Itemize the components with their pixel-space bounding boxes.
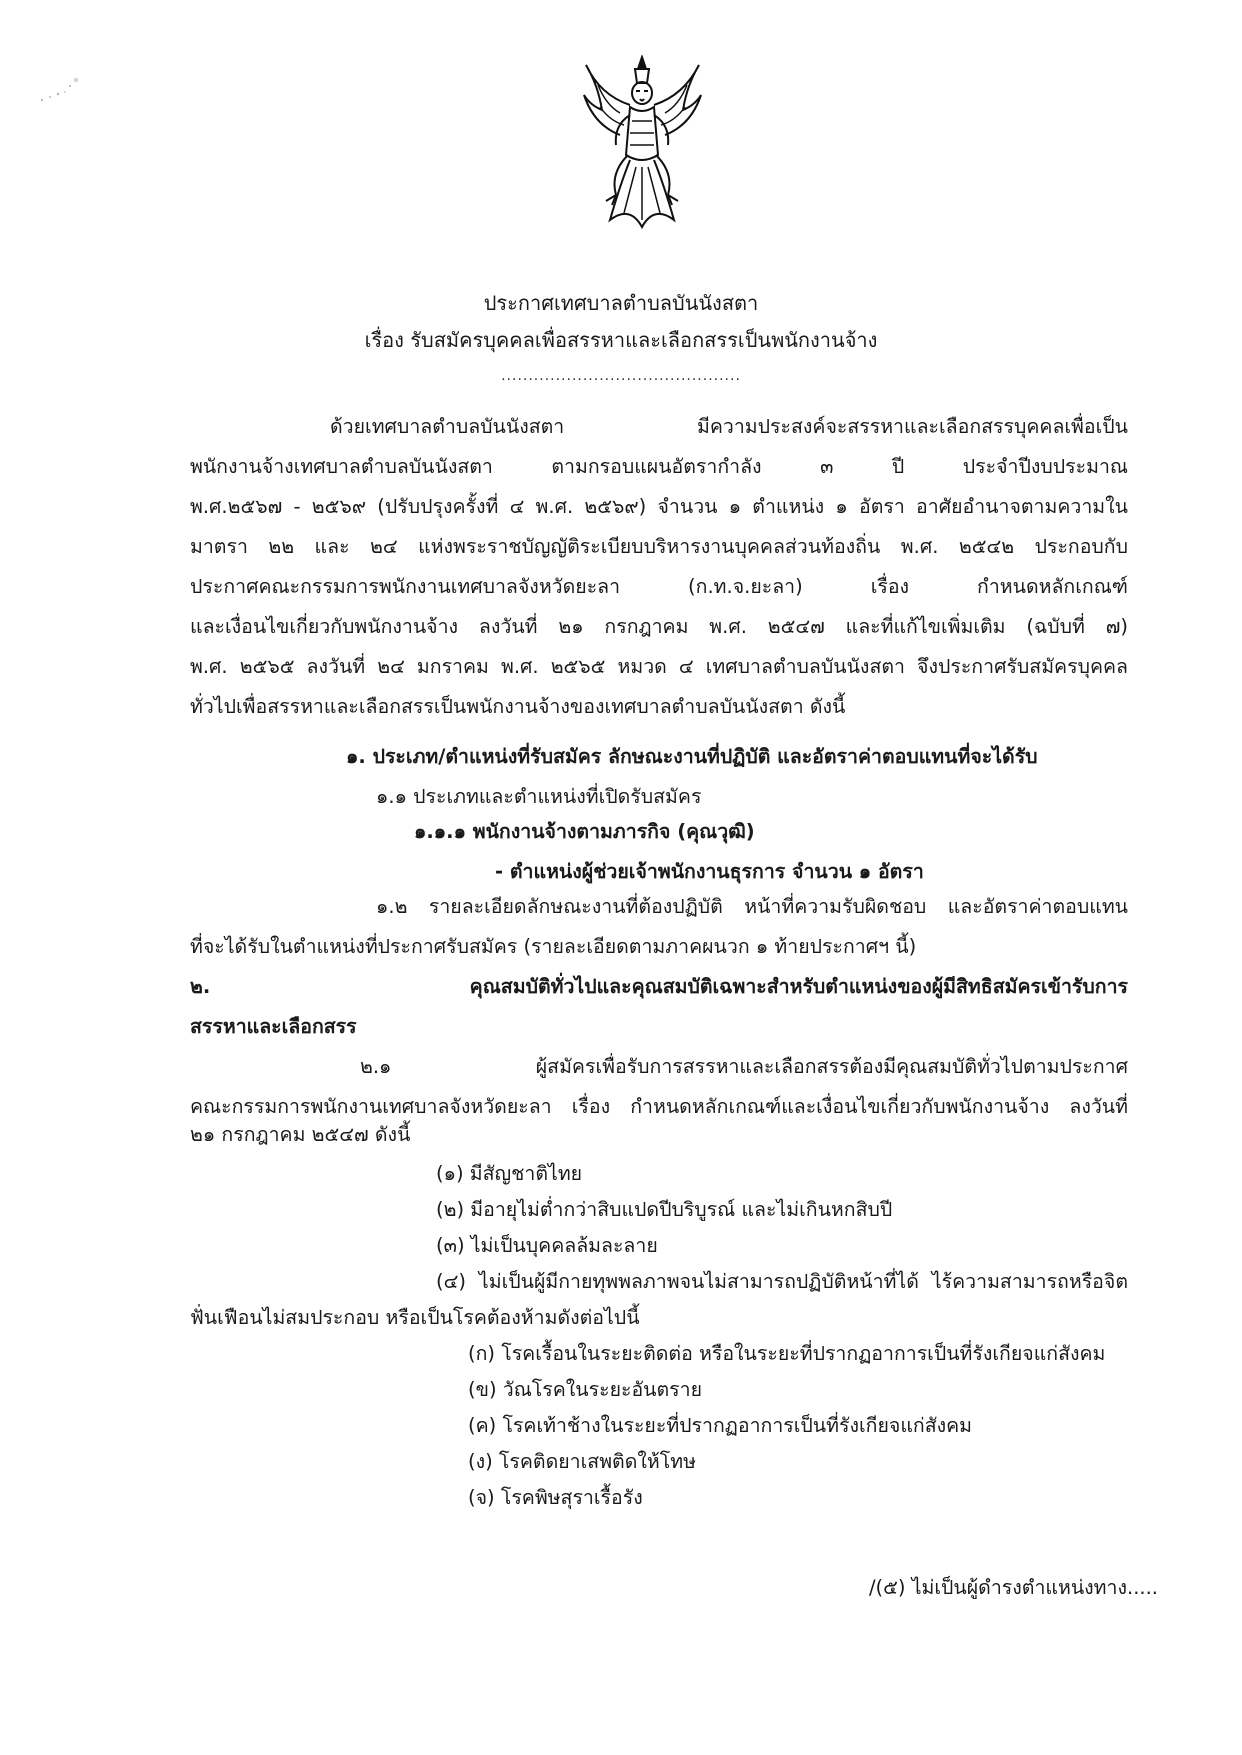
disease-item: (ข) วัณโรคในระยะอันตราย <box>468 1378 703 1401</box>
section-1-1-heading: ๑.๑ ประเภทและตำแหน่งที่เปิดรับสมัคร <box>376 785 702 808</box>
disease-item: (ง) โรคติดยาเสพติดให้โทษ <box>468 1450 696 1473</box>
paragraph-line: พนักงานจ้างเทศบาลตำบลบันนังสตา ตามกรอบแผนอัตรากำลัง ๓ ปี ประจำปีงบประมาณ <box>190 455 1128 478</box>
disease-item: (ค) โรคเท้าช้างในระยะที่ปรากฏอาการเป็นที่รังเกียจแก่สังคม <box>468 1414 973 1437</box>
garuda-emblem-icon <box>580 55 705 230</box>
paragraph-line: พ.ศ.๒๕๖๗ - ๒๕๖๙ (ปรับปรุงครั้งที่ ๔ พ.ศ. ๒๕๖๙) จำนวน ๑ ตำแหน่ง ๑ อัตรา อาศัยอำนาจตามความใน <box>190 495 1128 518</box>
section-2-1-line: ๒๑ กรกฎาคม ๒๕๔๗ ดังนี้ <box>190 1123 411 1146</box>
disease-item: (จ) โรคพิษสุราเรื้อรัง <box>468 1486 643 1509</box>
section-1-1-1-heading: ๑.๑.๑ พนักงานจ้างตามภารกิจ (คุณวุฒิ) <box>414 820 755 843</box>
paragraph-line: ประกาศคณะกรรมการพนักงานเทศบาลจังหวัดยะลา (ก.ท.จ.ยะลา) เรื่อง กำหนดหลักเกณฑ์ <box>190 575 1128 598</box>
section-1-heading: ๑. ประเภท/ตำแหน่งที่รับสมัคร ลักษณะงานที่ปฏิบัติ และอัตราค่าตอบแทนที่จะได้รับ <box>346 745 1038 768</box>
section-1-2-line: ๑.๒ รายละเอียดลักษณะงานที่ต้องปฏิบัติ หน้าที่ความรับผิดชอบ และอัตราค่าตอบแทน <box>376 895 1128 918</box>
paragraph-line: มาตรา ๒๒ และ ๒๔ แห่งพระราชบัญญัติระเบียบบริหารงานบุคคลส่วนท้องถิ่น พ.ศ. ๒๕๔๒ ประกอบกับ <box>190 535 1128 558</box>
continuation-note: /(๕) ไม่เป็นผู้ดำรงตำแหน่งทาง..... <box>868 1576 1158 1599</box>
qualification-item: (๑) มีสัญชาติไทย <box>436 1162 583 1185</box>
section-2-1-line: ๒.๑ ผู้สมัครเพื่อรับการสรรหาและเลือกสรรต้องมีคุณสมบัติทั่วไปตามประกาศ <box>360 1055 1128 1078</box>
section-2-heading: สรรหาและเลือกสรร <box>190 1015 357 1038</box>
qualification-item: (๔) ไม่เป็นผู้มีกายทุพพลภาพจนไม่สามารถปฏิบัติหน้าที่ได้ ไร้ความสามารถหรือจิต <box>436 1270 1128 1293</box>
scan-speck-mark <box>30 72 90 112</box>
qualification-item-continuation: ฟั่นเฟือนไม่สมประกอบ หรือเป็นโรคต้องห้ามดังต่อไปนี้ <box>190 1306 640 1329</box>
announcement-subject: เรื่อง รับสมัครบุคคลเพื่อสรรหาและเลือกสรรเป็นพนักงานจ้าง <box>364 328 878 352</box>
paragraph-line: และเงื่อนไขเกี่ยวกับพนักงานจ้าง ลงวันที่ ๒๑ กรกฎาคม พ.ศ. ๒๕๔๗ และที่แก้ไขเพิ่มเติม (ฉบับที่ ๗) <box>190 615 1128 638</box>
disease-item: (ก) โรคเรื้อนในระยะติดต่อ หรือในระยะที่ปรากฏอาการเป็นที่รังเกียจแก่สังคม <box>468 1342 1106 1365</box>
paragraph-line: ทั่วไปเพื่อสรรหาและเลือกสรรเป็นพนักงานจ้างของเทศบาลตำบลบันนังสตา ดังนี้ <box>190 695 846 718</box>
paragraph-line: พ.ศ. ๒๕๖๕ ลงวันที่ ๒๔ มกราคม พ.ศ. ๒๕๖๕ หมวด ๔ เทศบาลตำบลบันนังสตา จึงประกาศรับสมัครบุคคล <box>190 655 1128 678</box>
qualification-item: (๒) มีอายุไม่ต่ำกว่าสิบแปดปีบริบูรณ์ และไม่เกินหกสิบปี <box>436 1198 893 1221</box>
section-2-1-line: คณะกรรมการพนักงานเทศบาลจังหวัดยะลา เรื่อง กำหนดหลักเกณฑ์และเงื่อนไขเกี่ยวกับพนักงานจ้าง ลงวันที่ <box>190 1095 1128 1118</box>
paragraph-line: ด้วยเทศบาลตำบลบันนังสตา มีความประสงค์จะสรรหาและเลือกสรรบุคคลเพื่อเป็น <box>330 415 1128 438</box>
section-1-2-line: ที่จะได้รับในตำแหน่งที่ประกาศรับสมัคร (รายละเอียดตามภาคผนวก ๑ ท้ายประกาศฯ นี้) <box>190 935 917 958</box>
section-2-heading: ๒. คุณสมบัติทั่วไปและคุณสมบัติเฉพาะสำหรับตำแหน่งของผู้มีสิทธิสมัครเข้ารับการ <box>190 975 1128 998</box>
position-line: - ตำแหน่งผู้ช่วยเจ้าพนักงานธุรการ จำนวน ๑ อัตรา <box>495 860 924 883</box>
title-separator: ............................................ <box>501 368 741 384</box>
announcement-title: ประกาศเทศบาลตำบลบันนังสตา <box>483 291 759 315</box>
qualification-item: (๓) ไม่เป็นบุคคลล้มละลาย <box>436 1234 658 1257</box>
